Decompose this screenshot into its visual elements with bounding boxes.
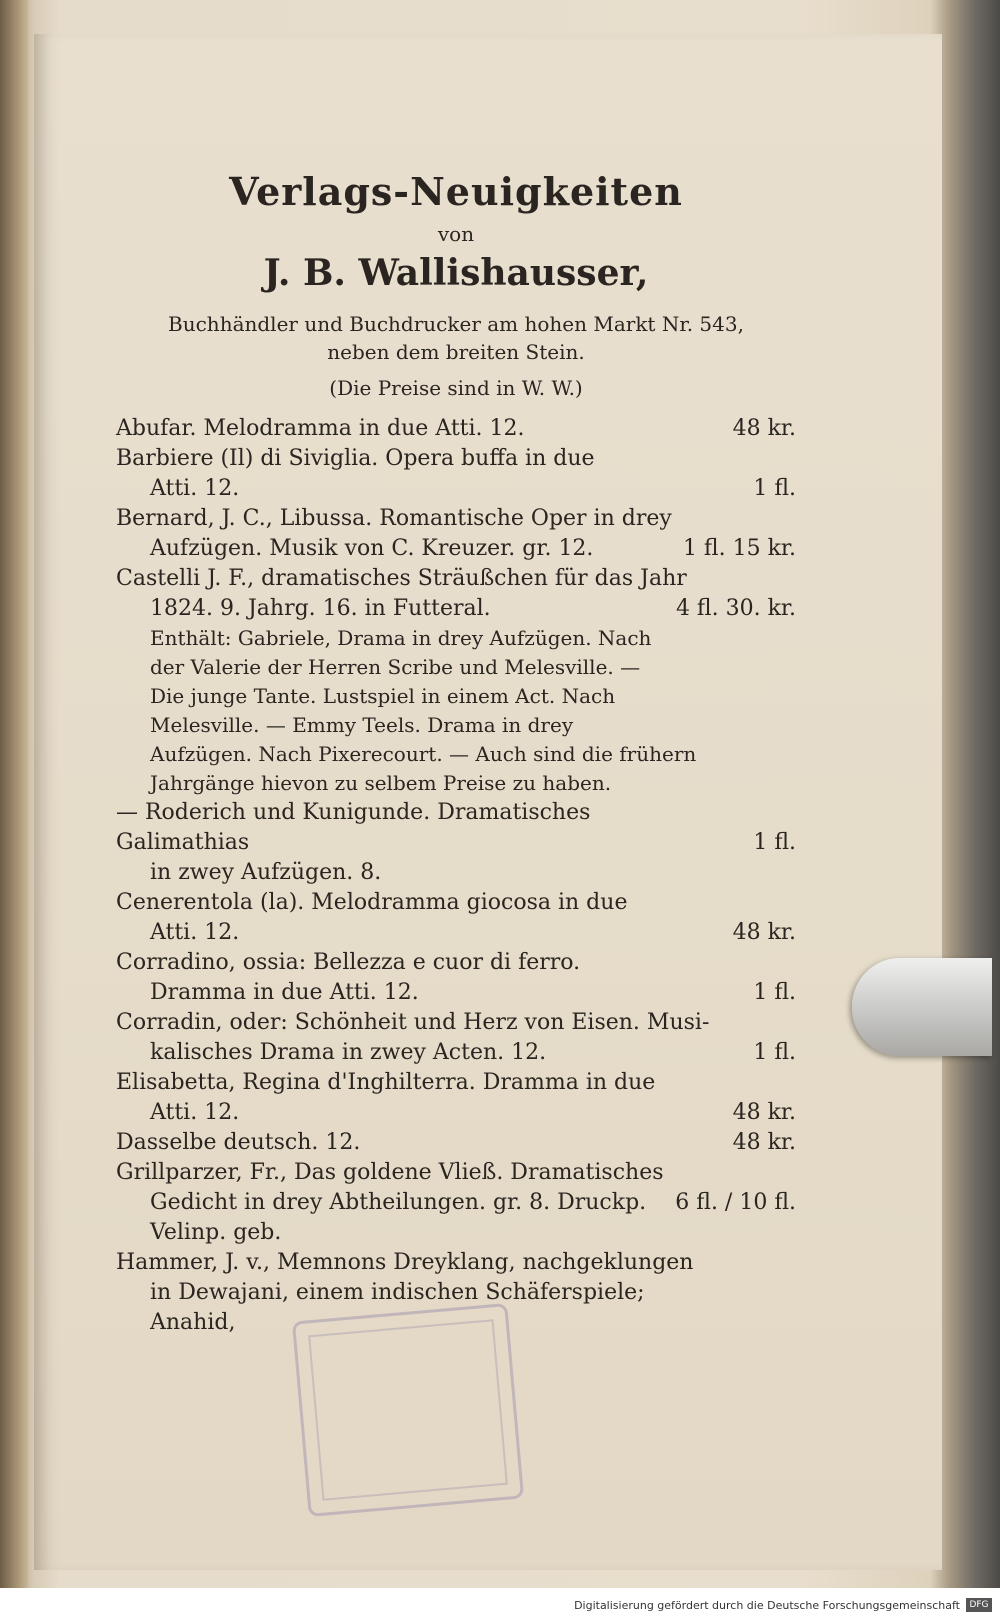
- page-title: Verlags-Neuigkeiten: [229, 169, 683, 214]
- entry-line: Barbiere (Il) di Siviglia. Opera buffa in due: [116, 446, 595, 471]
- catalog-entry: [116, 504, 796, 564]
- catalog-entry: [116, 444, 796, 504]
- entry-price: 1 fl.: [753, 980, 796, 1005]
- catalog-entry: [116, 1128, 796, 1158]
- entry-line: in Dewajani, einem indischen Schäferspiele; Anahid,: [150, 1280, 645, 1335]
- title-von: von: [437, 222, 475, 246]
- entry-line: Abufar. Melodramma in due Atti. 12.: [116, 416, 525, 441]
- entry-line: Corradin, oder: Schönheit und Herz von Eisen. Musi-: [116, 1010, 710, 1035]
- entry-price: 48 kr.: [732, 1130, 796, 1155]
- entry-line: Castelli J. F., dramatisches Sträußchen für das Jahr: [116, 566, 687, 591]
- catalog-entry: [116, 948, 796, 1008]
- prices-note: (Die Preise sind in W. W.): [329, 376, 583, 400]
- publisher-name: J. B. Wallishausser,: [263, 252, 649, 294]
- catalog-entry: [116, 564, 796, 624]
- entry-line: Melesville. — Emmy Teels. Drama in drey: [150, 713, 574, 737]
- scanner-clamp: [852, 958, 992, 1056]
- catalog-entry: [116, 1068, 796, 1128]
- entry-line: Hammer, J. v., Memnons Dreyklang, nachgeklungen: [116, 1250, 694, 1275]
- entry-line: Bernard, J. C., Libussa. Romantische Oper in drey: [116, 506, 672, 531]
- catalog-entries: [116, 414, 796, 1338]
- entry-line: Grillparzer, Fr., Das goldene Vließ. Dramatisches: [116, 1160, 664, 1185]
- catalog-entry: [116, 1248, 796, 1338]
- entry-line: Gedicht in drey Abtheilungen. gr. 8. Druckp.: [150, 1190, 647, 1215]
- entry-line: — Roderich und Kunigunde. Dramatisches Galimathias: [116, 800, 591, 855]
- entry-line: Aufzügen. Nach Pixerecourt. — Auch sind die frühern: [150, 742, 697, 766]
- dfg-logo: DFG: [966, 1598, 992, 1612]
- imprint-line-2: neben dem breiten Stein.: [327, 340, 585, 364]
- entry-line: Elisabetta, Regina d'Inghilterra. Dramma in due: [116, 1070, 656, 1095]
- catalog-entry: [116, 888, 796, 948]
- entry-line: Corradino, ossia: Bellezza e cuor di ferro.: [116, 950, 581, 975]
- entry-line: kalisches Drama in zwey Acten. 12.: [150, 1040, 547, 1065]
- catalog-entry-contents: [116, 624, 796, 798]
- entry-price: 4 fl. 30. kr.: [675, 596, 796, 621]
- entry-price: 6 fl. / 10 fl.: [675, 1190, 796, 1215]
- entry-line: Dasselbe deutsch. 12.: [116, 1130, 361, 1155]
- entry-line: Enthält: Gabriele, Drama in drey Aufzügen. Nach: [150, 626, 652, 650]
- catalog-entry: [116, 798, 796, 888]
- entry-line: Cenerentola (la). Melodramma giocosa in due: [116, 890, 628, 915]
- imprint-line-1: Buchhändler und Buchdrucker am hohen Markt Nr. 543,: [168, 312, 744, 336]
- entry-line: Atti. 12.: [150, 476, 240, 501]
- entry-line: Velinp. geb.: [150, 1220, 282, 1245]
- book-spine: [0, 0, 28, 1588]
- entry-price: 1 fl.: [753, 1040, 796, 1065]
- entry-price: 48 kr.: [732, 416, 796, 441]
- entry-line: in zwey Aufzügen. 8.: [150, 860, 382, 885]
- entry-line: Atti. 12.: [150, 1100, 240, 1125]
- entry-price: 48 kr.: [732, 920, 796, 945]
- entry-price: 1 fl. 15 kr.: [682, 536, 796, 561]
- footer-bar: [0, 1588, 1000, 1624]
- entry-line: Dramma in due Atti. 12.: [150, 980, 419, 1005]
- entry-price: 1 fl.: [753, 830, 796, 855]
- catalog-entry: [116, 1008, 796, 1068]
- catalog-entry: [116, 1158, 796, 1248]
- entry-line: Jahrgänge hievon zu selbem Preise zu haben.: [150, 771, 612, 795]
- entry-line: 1824. 9. Jahrg. 16. in Futteral.: [150, 596, 491, 621]
- catalog-entry: [116, 414, 796, 444]
- funding-credit: Digitalisierung gefördert durch die Deutsche Forschungsgemeinschaft: [574, 1599, 960, 1612]
- entry-line: Aufzügen. Musik von C. Kreuzer. gr. 12.: [150, 536, 594, 561]
- entry-line: Atti. 12.: [150, 920, 240, 945]
- entry-line: Die junge Tante. Lustspiel in einem Act. Nach: [150, 684, 616, 708]
- entry-line: der Valerie der Herren Scribe und Melesville. —: [150, 655, 641, 679]
- entry-price: 1 fl.: [753, 476, 796, 501]
- entry-price: 48 kr.: [732, 1100, 796, 1125]
- page-text: [116, 168, 796, 1338]
